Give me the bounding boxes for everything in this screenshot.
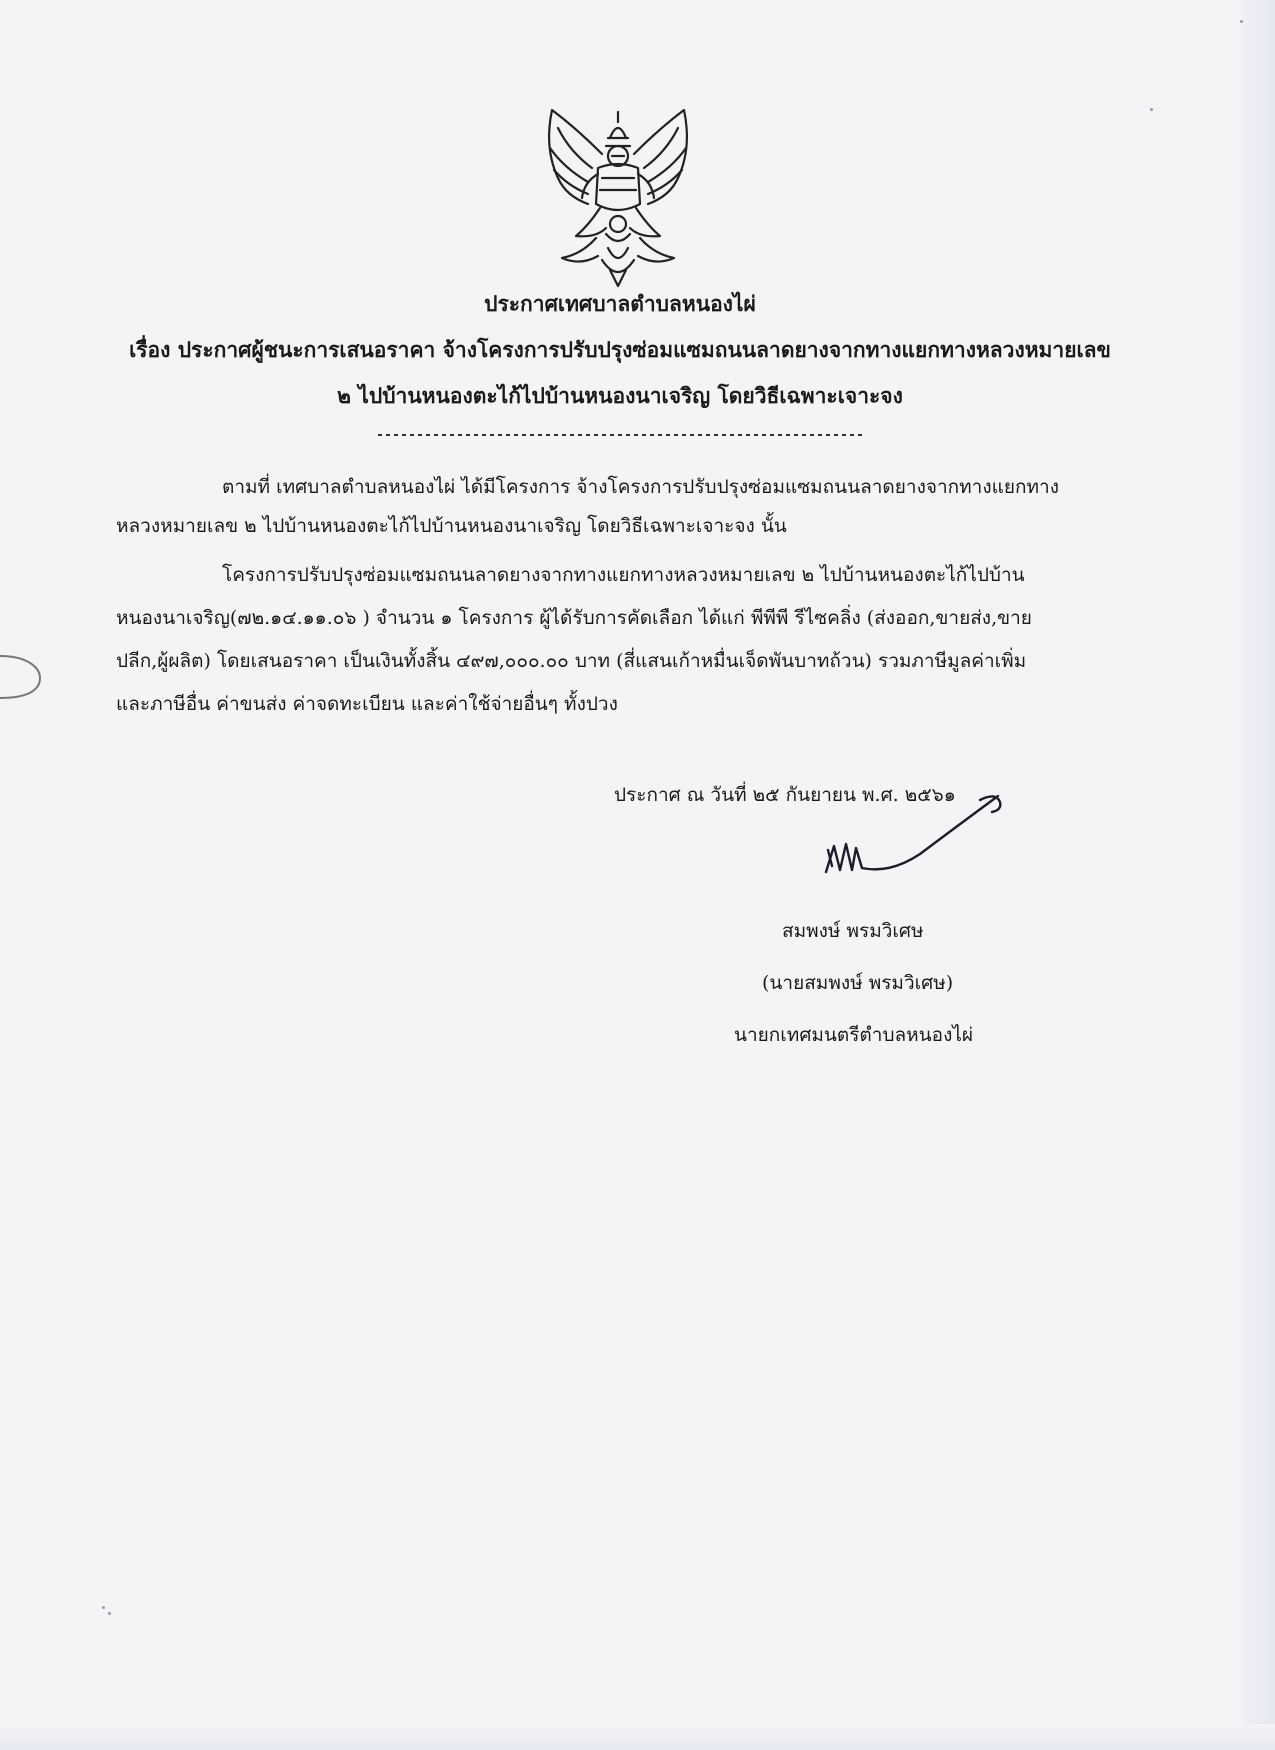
handwritten-signature (820, 790, 1010, 880)
subject-line-1: เรื่อง ประกาศผู้ชนะการเสนอราคา จ้างโครงการปรับปรุงซ่อมแซมถนนลาดยางจากทางแยกทางหลวงหมายเลข (129, 337, 1111, 362)
scan-speck (108, 1612, 111, 1615)
scan-edge-bottom (0, 1724, 1275, 1750)
scan-speck (1150, 108, 1153, 111)
dashed-divider (378, 434, 862, 436)
scan-speck (102, 1606, 105, 1609)
scan-edge-right (1243, 0, 1275, 1750)
announcement-title: ประกาศเทศบาลตำบลหนองไผ่ (484, 291, 756, 316)
signer-name: สมพงษ์ พรมวิเศษ (782, 920, 924, 942)
garuda-emblem-icon (536, 108, 700, 288)
paragraph-1-line-2: หลวงหมายเลข ๒ ไปบ้านหนองตะไก้ไปบ้านหนองนาเจริญ โดยวิธีเฉพาะเจาะจง นั้น (116, 515, 787, 537)
paragraph-2-line-4: และภาษีอื่น ค่าขนส่ง ค่าจดทะเบียน และค่าใช้จ่ายอื่นๆ ทั้งปวง (116, 693, 618, 715)
paragraph-2-line-1: โครงการปรับปรุงซ่อมแซมถนนลาดยางจากทางแยกทางหลวงหมายเลข ๒ ไปบ้านหนองตะไก้ไปบ้าน (222, 564, 1025, 586)
subject-line-2: ๒ ไปบ้านหนองตะไก้ไปบ้านหนองนาเจริญ โดยวิธีเฉพาะเจาะจง (337, 383, 903, 408)
scan-speck (1240, 20, 1243, 23)
punch-hole-icon (0, 650, 46, 702)
paragraph-1-line-1: ตามที่ เทศบาลตำบลหนองไผ่ ได้มีโครงการ จ้างโครงการปรับปรุงซ่อมแซมถนนลาดยางจากทางแยกทาง (222, 476, 1059, 498)
paragraph-2-line-2: หนองนาเจริญ(๗๒.๑๔.๑๑.๐๖ ) จำนวน ๑ โครงการ ผู้ได้รับการคัดเลือก ได้แก่ พีพีพี รีไซคลิ่ง (ส่งออก,ขายส่ง,ขาย (116, 607, 1032, 629)
signer-full-name: (นายสมพงษ์ พรมวิเศษ) (762, 972, 954, 994)
announcement-date: ประกาศ ณ วันที่ ๒๕ กันยายน พ.ศ. ๒๕๖๑ (614, 784, 956, 806)
paragraph-2-line-3: ปลีก,ผู้ผลิต) โดยเสนอราคา เป็นเงินทั้งสิ้น ๔๙๗,๐๐๐.๐๐ บาท (สี่แสนเก้าหมื่นเจ็ดพันบาทถ้วน) รวมภาษีมูลค่าเพิ่ม (116, 650, 1027, 672)
signer-position: นายกเทศมนตรีตำบลหนองไผ่ (734, 1024, 974, 1046)
